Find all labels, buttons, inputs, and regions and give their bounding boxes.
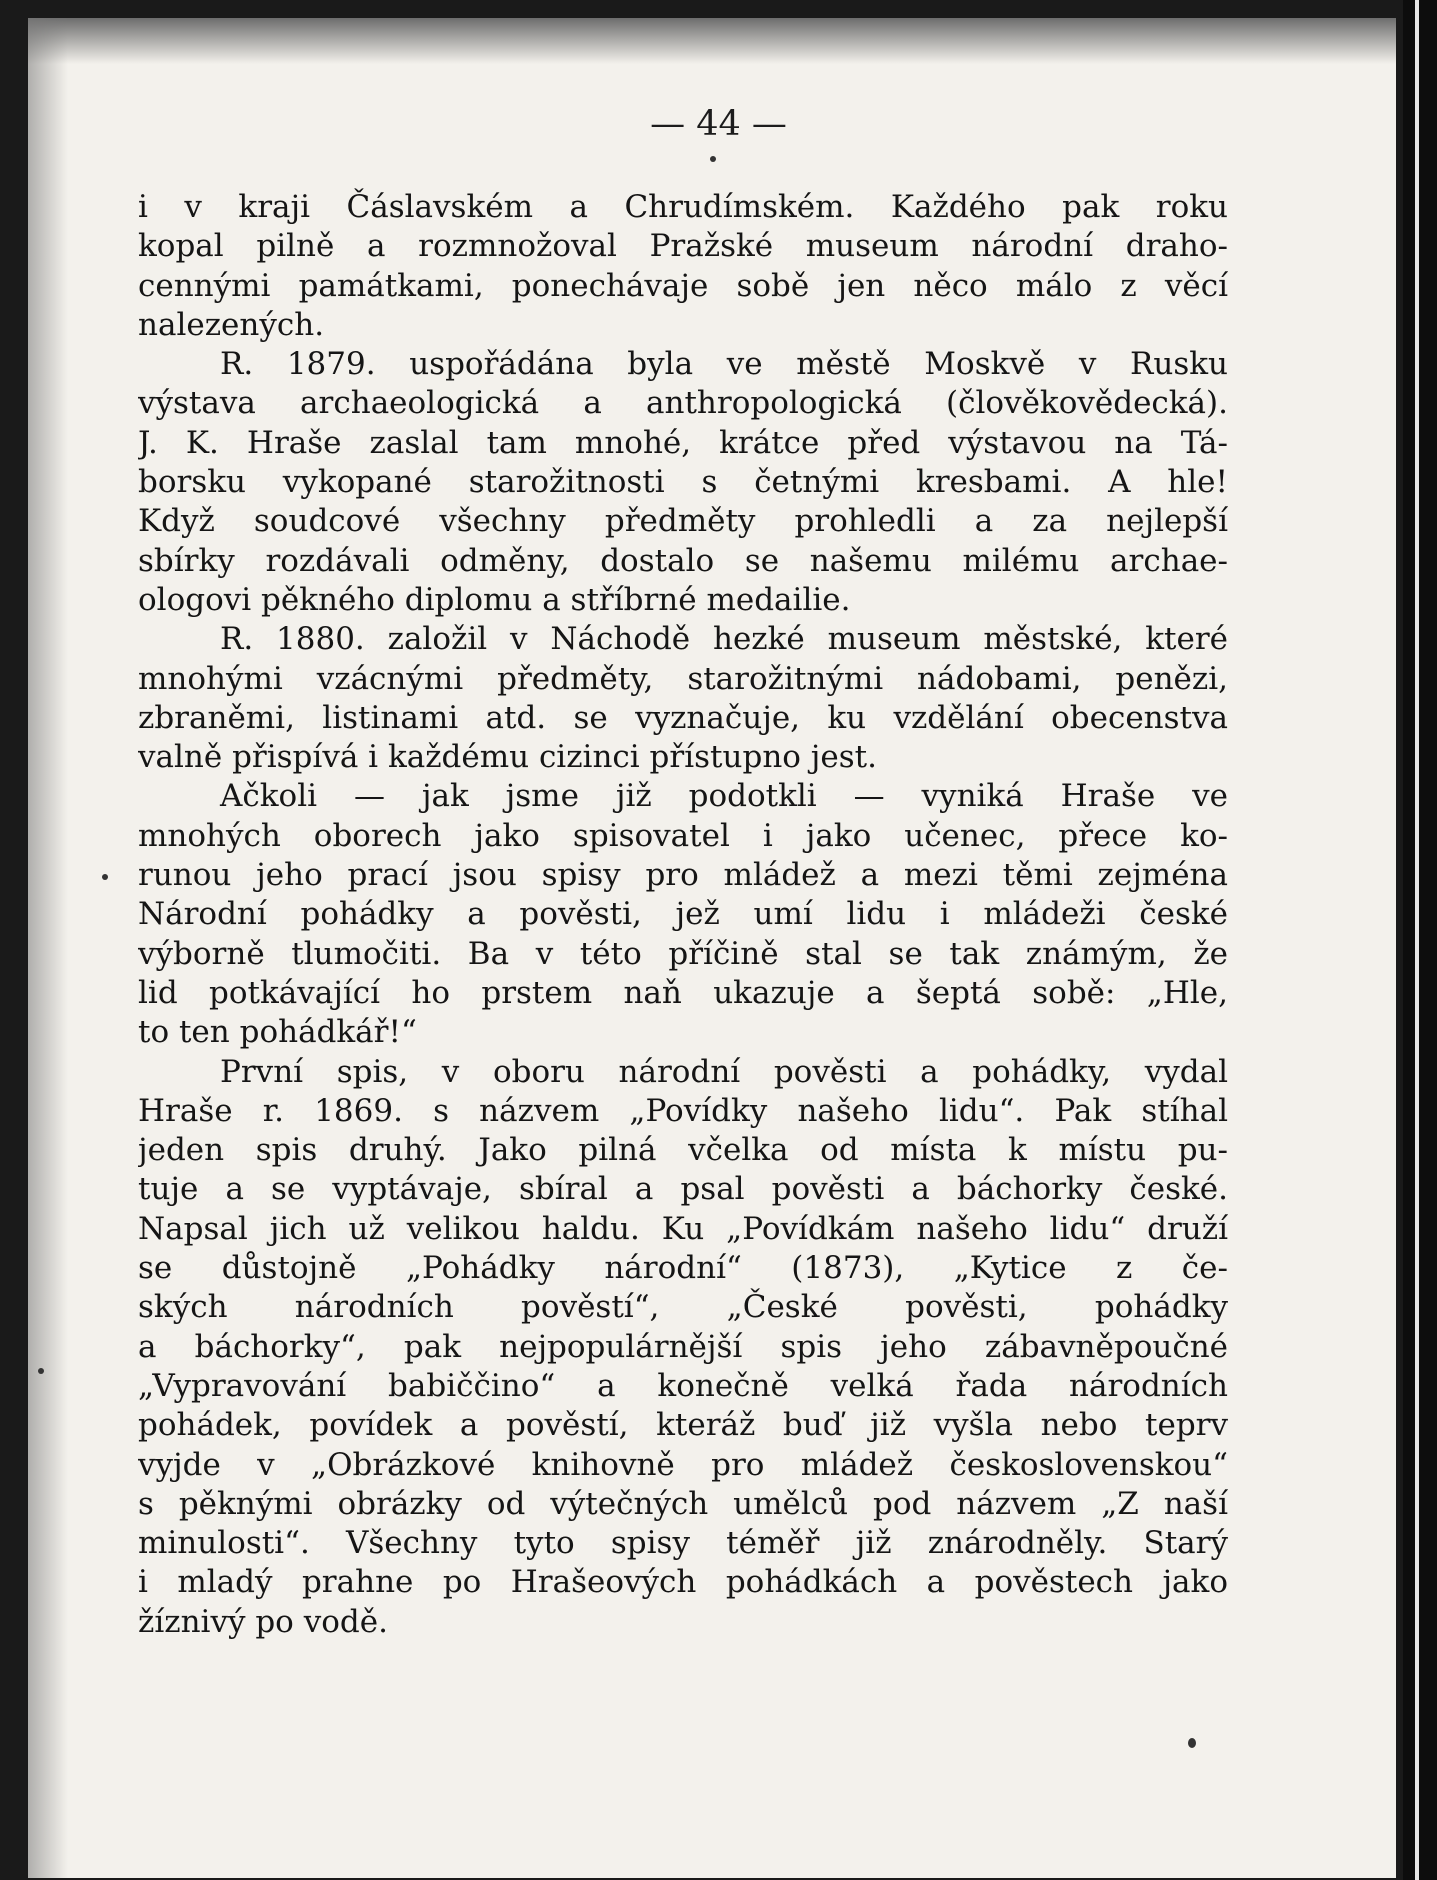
scan-edge-line <box>1415 0 1419 1880</box>
page-top-shadow <box>28 18 1396 64</box>
text-line: s pěknými obrázky od výtečných umělců pod názvem „Z naší <box>138 1485 1228 1522</box>
text-line: a báchorky“, pak nejpopulárnější spis jeho zábavněpoučné <box>138 1328 1228 1365</box>
text-line: mnohými vzácnými předměty, starožitnými nádobami, penězi, <box>138 660 1228 697</box>
text-line: nalezených. <box>138 306 325 343</box>
text-line: ských národních pověstí“, „České pověsti, pohádky <box>138 1289 1228 1326</box>
text-line: výstava archaeologická a anthropologická (člověkovědecká). <box>138 385 1228 422</box>
print-speck <box>1188 1738 1196 1748</box>
text-line: zbraněmi, listinami atd. se vyznačuje, ku vzdělání obecenstva <box>138 699 1228 736</box>
text-line: se důstojně „Pohádky národní“ (1873), „Kytice z če- <box>138 1250 1228 1287</box>
text-line: kopal pilně a rozmnožoval Pražské museum národní draho- <box>138 228 1228 265</box>
text-line: První spis, v oboru národní pověsti a pohádky, vydal <box>220 1053 1228 1090</box>
text-line: lid potkávající ho prstem naň ukazuje a šeptá sobě: „Hle, <box>138 974 1228 1011</box>
text-line: R. 1879. uspořádána byla ve městě Moskvě v Rusku <box>220 346 1228 383</box>
text-line: i v kraji Čáslavském a Chrudímském. Každého pak roku <box>138 189 1228 225</box>
text-line: vyjde v „Obrázkové knihovně pro mládež československou“ <box>138 1446 1228 1483</box>
text-line: výborně tlumočiti. Ba v této příčině stal se tak známým, že <box>138 935 1228 972</box>
text-line: Když soudcové všechny předměty prohledli a za nejlepší <box>138 503 1228 540</box>
text-line: mnohých oborech jako spisovatel i jako učenec, přece ko- <box>138 817 1228 854</box>
text-line: borsku vykopané starožitnosti s četnými kresbami. A hle! <box>138 464 1228 501</box>
text-line: Ačkoli — jak jsme již podotkli — vyniká Hraše ve <box>220 778 1228 815</box>
text-line: Hraše r. 1869. s názvem „Povídky našeho lidu“. Pak stíhal <box>138 1092 1228 1129</box>
text-line: minulosti“. Všechny tyto spisy téměř již znárodněly. Starý <box>138 1525 1228 1562</box>
text-line: i mladý prahne po Hrašeových pohádkách a pověstech jako <box>138 1564 1228 1601</box>
text-line: ologovi pěkného diplomu a stříbrné medailie. <box>138 581 851 618</box>
text-line: R. 1880. založil v Náchodě hezké museum městské, které <box>220 621 1228 658</box>
body-text <box>138 188 1228 1642</box>
print-speck <box>710 156 716 162</box>
print-speck <box>102 874 108 880</box>
text-line: jeden spis druhý. Jako pilná včelka od místa k místu pu- <box>138 1132 1228 1169</box>
text-line: cennými památkami, ponechávaje sobě jen něco málo z věcí <box>138 267 1228 304</box>
text-line: valně přispívá i každému cizinci přístupno jest. <box>138 739 877 776</box>
text-line: žíznivý po vodě. <box>138 1603 388 1640</box>
text-line: J. K. Hraše zaslal tam mnohé, krátce před výstavou na Tá- <box>138 424 1228 461</box>
page-number: — 44 — <box>650 104 787 144</box>
text-line: pohádek, povídek a pověstí, kteráž buď již vyšla nebo teprv <box>138 1407 1228 1444</box>
text-line: to ten pohádkář!“ <box>138 1014 417 1051</box>
scan-right-border <box>1403 0 1437 1880</box>
text-line: runou jeho prací jsou spisy pro mládež a mezi těmi zejména <box>138 857 1228 894</box>
print-speck <box>38 1368 44 1374</box>
text-line: tuje a se vyptávaje, sbíral a psal pověsti a báchorky české. <box>138 1171 1228 1208</box>
page-left-shadow <box>28 18 68 1878</box>
text-line: Národní pohádky a pověsti, jež umí lidu i mládeži české <box>138 896 1228 933</box>
text-line: „Vypravování babiččino“ a konečně velká řada národních <box>138 1367 1228 1404</box>
text-line: Napsal jich už velikou haldu. Ku „Povídkám našeho lidu“ druží <box>138 1210 1228 1247</box>
text-line: sbírky rozdávali odměny, dostalo se našemu milému archae- <box>138 542 1228 579</box>
